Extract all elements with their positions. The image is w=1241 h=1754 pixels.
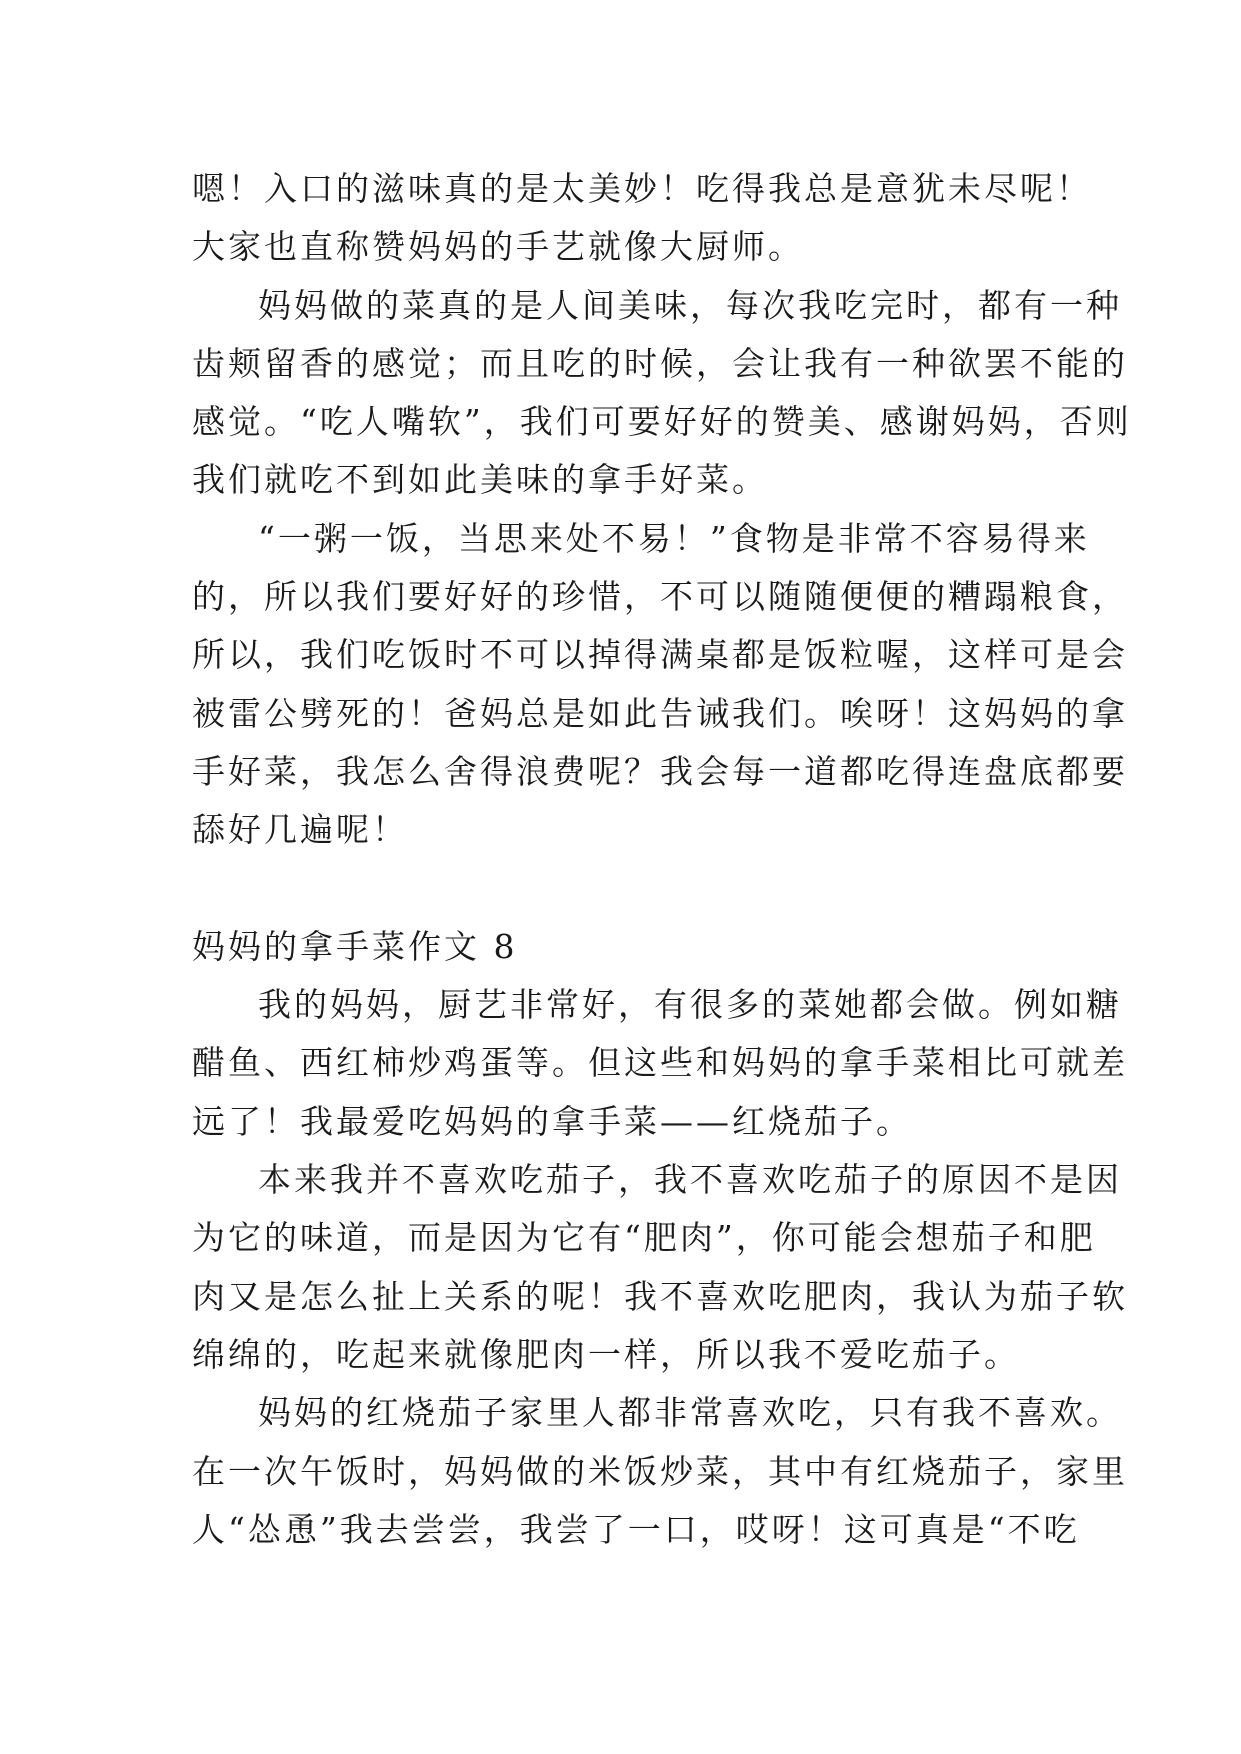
document-body bbox=[192, 160, 1132, 1559]
text-line: 在一次午饭时，妈妈做的米饭炒菜，其中有红烧茄子，家里 bbox=[192, 1451, 1128, 1491]
paragraph bbox=[192, 976, 1128, 1151]
paragraph bbox=[192, 510, 1128, 860]
text-line: 所以，我们吃饭时不可以掉得满桌都是饭粒喔，这样可是会 bbox=[192, 635, 1128, 675]
text-line: “一粥一饭，当思来处不易！”食物是非常不容易得来 bbox=[258, 518, 1090, 558]
text-line: 被雷公劈死的！爸妈总是如此告诫我们。唉呀！这妈妈的拿 bbox=[192, 693, 1128, 733]
paragraph-continued bbox=[192, 160, 1092, 277]
paragraph bbox=[192, 277, 1132, 510]
text-line: 绵绵的，吃起来就像肥肉一样，所以我不爱吃茄子。 bbox=[192, 1334, 1020, 1374]
text-line: 为它的味道，而是因为它有“肥肉”，你可能会想茄子和肥 bbox=[192, 1218, 1096, 1258]
text-line: 舔好几遍呢！ bbox=[192, 810, 408, 850]
text-line: 妈妈的红烧茄子家里人都非常喜欢吃，只有我不喜欢。 bbox=[258, 1393, 1122, 1433]
section-title: 妈妈的拿手菜作文 8 bbox=[192, 926, 518, 966]
text-line: 我们就吃不到如此美味的拿手好菜。 bbox=[192, 460, 768, 500]
text-line: 肉又是怎么扯上关系的呢！我不喜欢吃肥肉，我认为茄子软 bbox=[192, 1276, 1128, 1316]
text-line: 人“怂恿”我去尝尝，我尝了一口，哎呀！这可真是“不吃 bbox=[192, 1509, 1080, 1549]
text-line: 手好菜，我怎么舍得浪费呢？我会每一道都吃得连盘底都要 bbox=[192, 751, 1128, 791]
text-line: 我的妈妈，厨艺非常好，有很多的菜她都会做。例如糖 bbox=[258, 985, 1122, 1025]
paragraph bbox=[192, 1384, 1128, 1559]
text-line: 大家也直称赞妈妈的手艺就像大厨师。 bbox=[192, 227, 804, 267]
blank-line bbox=[192, 860, 1072, 918]
text-line: 本来我并不喜欢吃茄子，我不喜欢吃茄子的原因不是因 bbox=[258, 1160, 1122, 1200]
text-line: 远了！我最爱吃妈妈的拿手菜——红烧茄子。 bbox=[192, 1101, 912, 1141]
paragraph bbox=[192, 1151, 1128, 1384]
text-line: 醋鱼、西红柿炒鸡蛋等。但这些和妈妈的拿手菜相比可就差 bbox=[192, 1043, 1128, 1083]
text-line: 齿颊留香的感觉；而且吃的时候，会让我有一种欲罢不能的 bbox=[192, 343, 1128, 383]
text-line: 嗯！入口的滋味真的是太美妙！吃得我总是意犹未尽呢！ bbox=[192, 169, 1092, 208]
text-line: 的，所以我们要好好的珍惜，不可以随随便便的糟蹋粮食， bbox=[192, 577, 1128, 617]
text-line: 感觉。“吃人嘴软”，我们可要好好的赞美、感谢妈妈，否则 bbox=[192, 402, 1132, 442]
text-line: 妈妈做的菜真的是人间美味，每次我吃完时，都有一种 bbox=[258, 285, 1122, 325]
